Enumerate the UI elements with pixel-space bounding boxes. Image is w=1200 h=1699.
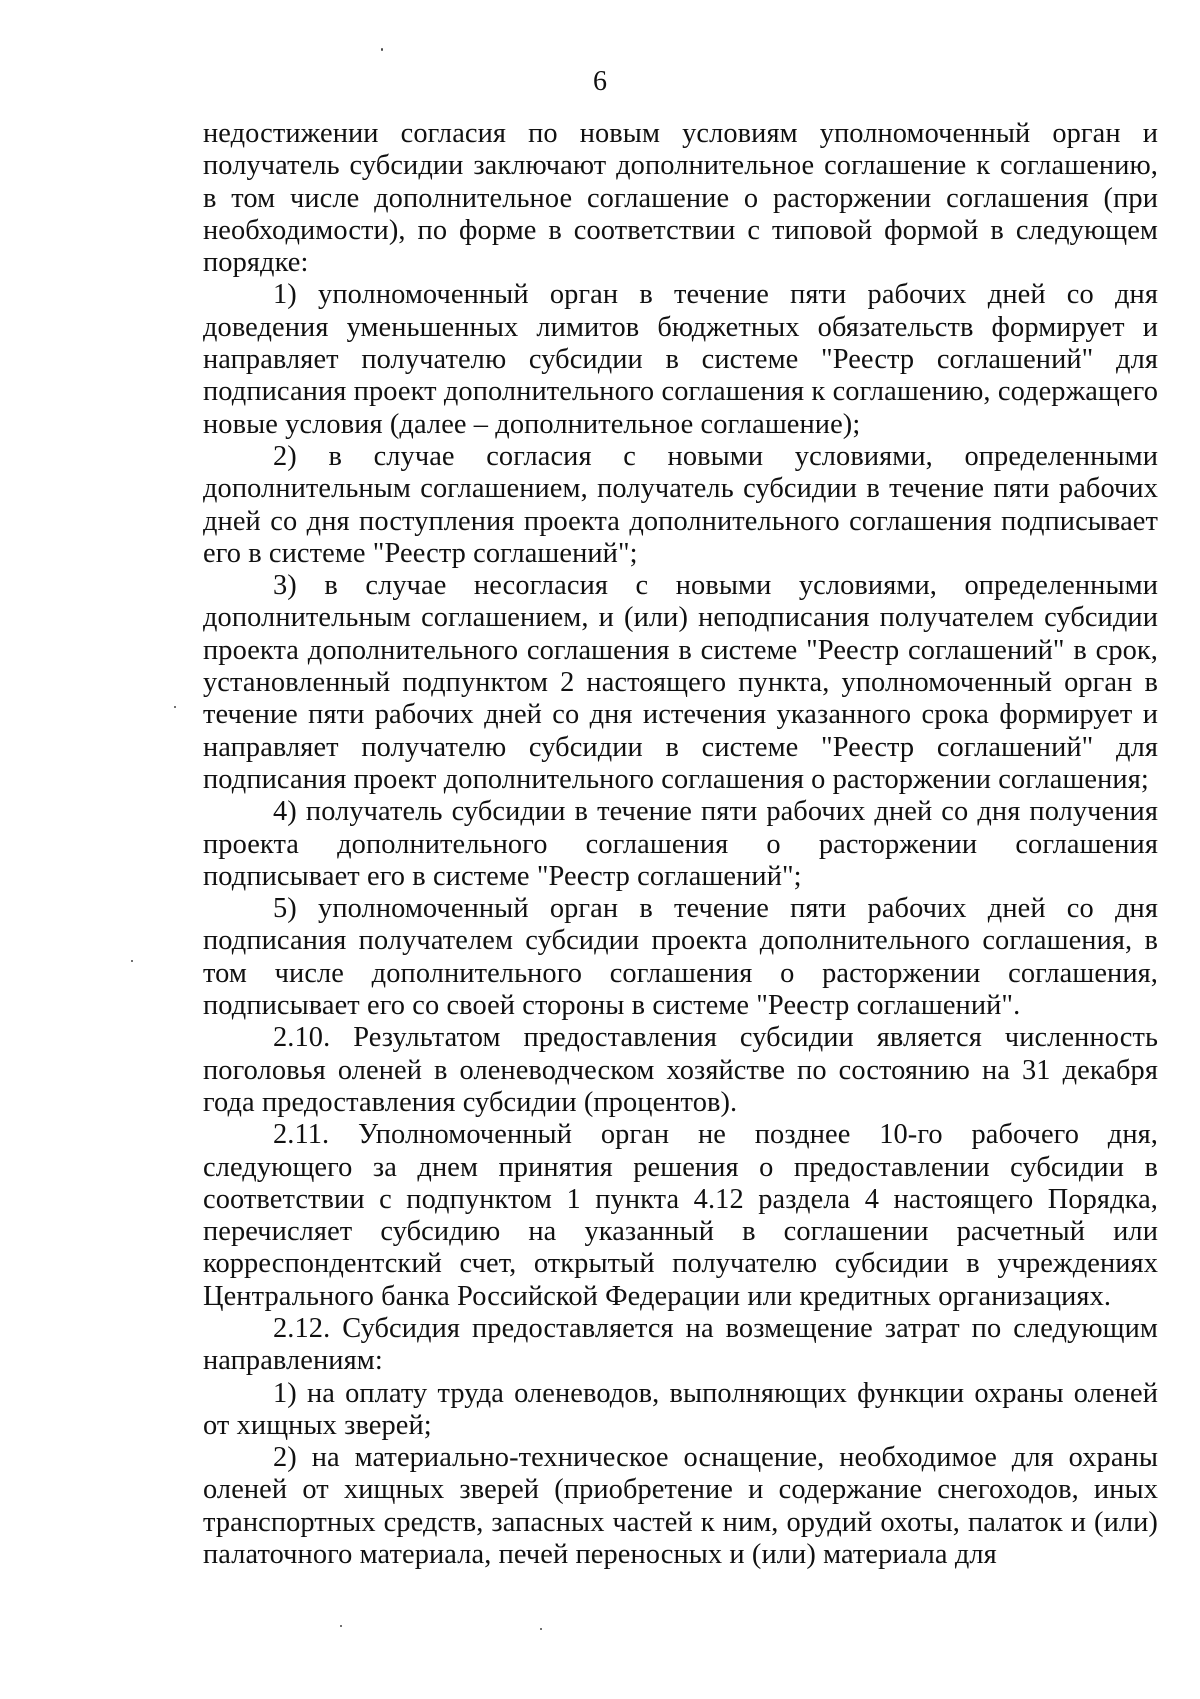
paragraph-continuation: недостижении согласия по новым условиям уполномоченный орган и получатель субсидии заключают дополнительное соглашение к соглашению, в том числе дополнительное соглашение о расторжении соглашения (при необходимости), по форме в соответствии с типовой формой в следующем порядке: (203, 118, 1158, 279)
document-body (203, 118, 1158, 1571)
paragraph-item-4: 4) получатель субсидии в течение пяти рабочих дней со дня получения проекта дополнительного соглашения о расторжении соглашения подписывает его в системе "Реестр соглашений"; (203, 796, 1158, 892)
paragraph-direction-2: 2) на материально-техническое оснащение, необходимое для охраны оленей от хищных зверей (приобретение и содержание снегоходов, иных транспортных средств, запасных частей к ним, орудий охоты, палаток и (или) палаточного материала, печей переносных и (или) материала для (203, 1442, 1158, 1571)
paragraph-section-2-11: 2.11. Уполномоченный орган не позднее 10-го рабочего дня, следующего за днем принятия решения о предоставлении субсидии в соответствии с подпунктом 1 пункта 4.12 раздела 4 настоящего Порядка, перечисляет субсидию на указанный в соглашении расчетный или корреспондентский счет, открытый получателю субсидии в учреждениях Центрального банка Российской Федерации или кредитных организациях. (203, 1119, 1158, 1312)
scan-speck (540, 1628, 542, 1630)
scan-speck (174, 706, 176, 708)
paragraph-item-5: 5) уполномоченный орган в течение пяти рабочих дней со дня подписания получателем субсидии проекта дополнительного соглашения, в том числе дополнительного соглашения о расторжении соглашения, подписывает его со своей стороны в системе "Реестр соглашений". (203, 893, 1158, 1022)
scan-speck (381, 48, 383, 51)
paragraph-section-2-10: 2.10. Результатом предоставления субсидии является численность поголовья оленей в оленеводческом хозяйстве по состоянию на 31 декабря года предоставления субсидии (процентов). (203, 1022, 1158, 1118)
paragraph-direction-1: 1) на оплату труда оленеводов, выполняющих функции охраны оленей от хищных зверей; (203, 1377, 1158, 1441)
paragraph-section-2-12: 2.12. Субсидия предоставляется на возмещение затрат по следующим направлениям: (203, 1312, 1158, 1377)
scan-speck (131, 960, 133, 962)
scan-speck (340, 1625, 342, 1627)
paragraph-item-1: 1) уполномоченный орган в течение пяти рабочих дней со дня доведения уменьшенных лимитов бюджетных обязательств формирует и направляет получателю субсидии в системе "Реестр соглашений" для подписания проект дополнительного соглашения к соглашению, содержащего новые условия (далее – дополнительное соглашение); (203, 279, 1158, 440)
page-number: 6 (593, 66, 607, 97)
paragraph-item-3: 3) в случае несогласия с новыми условиями, определенными дополнительным соглашением, и (или) неподписания получателем субсидии проекта дополнительного соглашения в системе "Реестр соглашений" в срок, установленный подпунктом 2 настоящего пункта, уполномоченный орган в течение пяти рабочих дней со дня истечения указанного срока формирует и направляет получателю субсидии в системе "Реестр соглашений" для подписания проект дополнительного соглашения о расторжении соглашения; (203, 570, 1158, 795)
paragraph-item-2: 2) в случае согласия с новыми условиями, определенными дополнительным соглашением, получатель субсидии в течение пяти рабочих дней со дня поступления проекта дополнительного соглашения подписывает его в системе "Реестр соглашений"; (203, 440, 1158, 569)
